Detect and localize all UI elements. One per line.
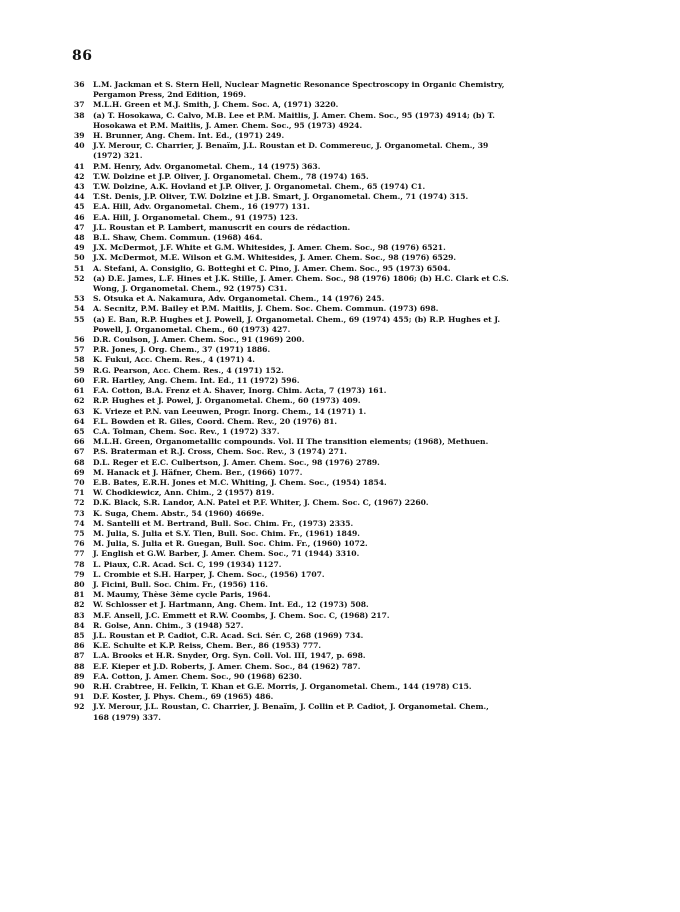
reference-item: [74, 580, 634, 590]
reference-number: 73: [74, 508, 85, 518]
reference-text: E.A. Hill, Adv. Organometal. Chem., 16 (1977) 131.: [93, 202, 310, 212]
reference-text: (a) T. Hosokawa, C. Calvo, M.B. Lee et P.M. Maitlis, J. Amer. Chem. Soc., 95 (1973) 4914; (b) T. Hosokawa et P.M. Maitlis, J. Amer. Chem. Soc., 95 (1973) 4924.: [93, 110, 495, 130]
reference-item: [74, 111, 634, 131]
reference-number: 55: [74, 314, 85, 324]
reference-number: 61: [74, 386, 85, 396]
reference-text: P.S. Braterman et R.J. Cross, Chem. Soc. Rev., 3 (1974) 271.: [93, 447, 347, 457]
reference-item: [74, 172, 634, 182]
reference-number: 59: [74, 365, 85, 375]
reference-text: J.L. Roustan et P. Cadiot, C.R. Acad. Sci. Sér. C, 268 (1969) 734.: [93, 630, 364, 640]
reference-text: L. Crombie et S.H. Harper, J. Chem. Soc., (1956) 1707.: [93, 569, 325, 579]
reference-number: 63: [74, 406, 85, 416]
reference-item: [74, 458, 634, 468]
reference-number: 71: [74, 488, 85, 498]
reference-item: [74, 590, 634, 600]
reference-text: M.F. Ansell, J.C. Emmett et R.W. Coombs, J. Chem. Soc. C, (1968) 217.: [93, 610, 390, 620]
reference-item: [74, 345, 634, 355]
reference-text: D.R. Coulson, J. Amer. Chem. Soc., 91 (1969) 200.: [93, 335, 305, 345]
reference-number: 41: [74, 161, 85, 171]
reference-number: 36: [74, 80, 85, 89]
reference-number: 82: [74, 600, 85, 610]
reference-number: 68: [74, 457, 85, 467]
reference-text: K. Suga, Chem. Abstr., 54 (1960) 4669e.: [93, 508, 265, 518]
reference-number: 85: [74, 630, 85, 640]
reference-text: D.L. Reger et E.C. Culbertson, J. Amer. Chem. Soc., 98 (1976) 2789.: [93, 457, 380, 467]
reference-number: 60: [74, 375, 85, 385]
reference-text: M. Santelli et M. Bertrand, Bull. Soc. Chim. Fr., (1973) 2335.: [93, 518, 354, 528]
reference-item: [74, 417, 634, 427]
reference-number: 37: [74, 100, 85, 110]
reference-text: P.M. Henry, Adv. Organometal. Chem., 14 (1975) 363.: [93, 161, 321, 171]
reference-text: T.St. Denis, J.P. Oliver, T.W. Dolzine et J.B. Smart, J. Organometal. Chem., 71 (1974) 315.: [93, 192, 469, 202]
reference-text: M.L.H. Green, Organometallic compounds. Vol. II The transition elements; (1968), Methuen.: [93, 437, 489, 447]
reference-number: 81: [74, 590, 85, 600]
reference-text: J.Y. Merour, J.L. Roustan, C. Charrier, J. Benaïm, J. Collin et P. Cadiot, J. Organometal. Chem., 168 (1979) 337.: [93, 702, 489, 722]
reference-number: 64: [74, 416, 85, 426]
reference-number: 91: [74, 692, 85, 702]
reference-item: [74, 682, 634, 692]
reference-item: [74, 560, 634, 570]
reference-number: 44: [74, 192, 85, 202]
reference-text: K. Vrieze et P.N. van Leeuwen, Progr. Inorg. Chem., 14 (1971) 1.: [93, 406, 367, 416]
reference-list: [74, 80, 634, 723]
reference-item: [74, 549, 634, 559]
reference-text: F.L. Bowden et R. Giles, Coord. Chem. Rev., 20 (1976) 81.: [93, 416, 338, 426]
reference-number: 74: [74, 518, 85, 528]
reference-number: 40: [74, 141, 85, 151]
reference-number: 39: [74, 131, 85, 141]
reference-item: [74, 213, 634, 223]
reference-number: 51: [74, 263, 85, 273]
reference-text: J.L. Roustan et P. Lambert, manuscrit en cours de rédaction.: [93, 222, 351, 232]
reference-item: [74, 253, 634, 263]
reference-item: [74, 539, 634, 549]
reference-item: [74, 335, 634, 345]
reference-item: [74, 488, 634, 498]
reference-text: J.X. McDermot, M.E. Wilson et G.M. Whitesides, J. Amer. Chem. Soc., 98 (1976) 6529.: [93, 253, 457, 263]
reference-number: 87: [74, 651, 85, 661]
reference-number: 57: [74, 345, 85, 355]
reference-item: [74, 611, 634, 621]
page-number: 86: [72, 48, 93, 64]
reference-text: H. Brunner, Ang. Chem. Int. Ed., (1971) 249.: [93, 131, 285, 141]
reference-text: F.A. Cotton, B.A. Frenz et A. Shaver, Inorg. Chim. Acta, 7 (1973) 161.: [93, 386, 387, 396]
reference-item: [74, 233, 634, 243]
reference-number: 50: [74, 253, 85, 263]
reference-item: [74, 407, 634, 417]
reference-item: [74, 519, 634, 529]
reference-number: 92: [74, 702, 85, 712]
reference-number: 52: [74, 273, 85, 283]
reference-text: R.H. Crabtree, H. Felkin, T. Khan et G.E. Morris, J. Organometal. Chem., 144 (1978) C15.: [93, 681, 472, 691]
reference-item: [74, 386, 634, 396]
reference-number: 65: [74, 426, 85, 436]
reference-item: [74, 355, 634, 365]
reference-number: 42: [74, 171, 85, 181]
reference-number: 88: [74, 661, 85, 671]
reference-item: [74, 243, 634, 253]
reference-number: 48: [74, 233, 85, 243]
reference-item: [74, 294, 634, 304]
reference-text: M.L.H. Green et M.J. Smith, J. Chem. Soc. A, (1971) 3220.: [93, 100, 339, 110]
reference-item: [74, 192, 634, 202]
reference-text: (a) E. Ban, R.P. Hughes et J. Powell, J. Organometal. Chem., 69 (1974) 455; (b) R.P. Hughes et J. Powell, J. Organometal. Chem., 60 (1973) 427.: [93, 314, 500, 334]
reference-item: [74, 621, 634, 631]
reference-number: 38: [74, 110, 85, 120]
reference-text: B.L. Shaw, Chem. Commun. (1968) 464.: [93, 233, 263, 243]
reference-item: [74, 366, 634, 376]
reference-item: [74, 141, 634, 161]
reference-number: 79: [74, 569, 85, 579]
reference-item: [74, 182, 634, 192]
reference-item: [74, 100, 634, 110]
reference-text: M. Julia, S. Julia et R. Guegan, Bull. Soc. Chim. Fr., (1960) 1072.: [93, 539, 368, 549]
reference-number: 75: [74, 528, 85, 538]
reference-number: 78: [74, 559, 85, 569]
reference-item: [74, 570, 634, 580]
reference-item: [74, 651, 634, 661]
reference-text: J.Y. Merour, C. Charrier, J. Benaïm, J.L. Roustan et D. Commereuc, J. Organometal. Chem., 39 (1972) 321.: [93, 141, 489, 161]
reference-item: [74, 427, 634, 437]
reference-item: [74, 396, 634, 406]
reference-item: [74, 223, 634, 233]
reference-text: F.R. Hartley, Ang. Chem. Int. Ed., 11 (1972) 596.: [93, 375, 300, 385]
reference-number: 76: [74, 539, 85, 549]
reference-text: K.E. Schulte et K.P. Reiss, Chem. Ber., 86 (1953) 777.: [93, 641, 322, 651]
reference-text: E.F. Kieper et J.D. Roberts, J. Amer. Chem. Soc., 84 (1962) 787.: [93, 661, 361, 671]
reference-item: [74, 162, 634, 172]
reference-item: [74, 304, 634, 314]
reference-text: D.F. Koster, J. Phys. Chem., 69 (1965) 486.: [93, 692, 274, 702]
reference-item: [74, 662, 634, 672]
reference-text: M. Hanack et J. Häfner, Chem. Ber., (1966) 1077.: [93, 467, 303, 477]
reference-text: R.P. Hughes et J. Powel, J. Organometal. Chem., 60 (1973) 409.: [93, 396, 361, 406]
reference-item: [74, 672, 634, 682]
reference-text: W. Chodkiewicz, Ann. Chim., 2 (1957) 819.: [93, 488, 275, 498]
reference-number: 47: [74, 222, 85, 232]
reference-number: 53: [74, 294, 85, 304]
reference-number: 54: [74, 304, 85, 314]
reference-text: P.R. Jones, J. Org. Chem., 37 (1971) 1886.: [93, 345, 271, 355]
reference-number: 56: [74, 335, 85, 345]
reference-number: 66: [74, 437, 85, 447]
reference-item: [74, 600, 634, 610]
reference-number: 89: [74, 671, 85, 681]
reference-text: J. Ficini, Bull. Soc. Chim. Fr., (1956) 116.: [93, 579, 268, 589]
reference-number: 45: [74, 202, 85, 212]
reference-text: F.A. Cotton, J. Amer. Chem. Soc., 90 (1968) 6230.: [93, 671, 302, 681]
reference-text: E.B. Bates, E.R.H. Jones et M.C. Whiting, J. Chem. Soc., (1954) 1854.: [93, 477, 387, 487]
reference-number: 43: [74, 182, 85, 192]
reference-number: 70: [74, 477, 85, 487]
reference-text: L.A. Brooks et H.R. Snyder, Org. Syn. Coll. Vol. III, 1947, p. 698.: [93, 651, 366, 661]
reference-number: 62: [74, 396, 85, 406]
reference-item: [74, 509, 634, 519]
reference-item: [74, 131, 634, 141]
reference-item: [74, 437, 634, 447]
reference-number: 72: [74, 498, 85, 508]
reference-item: [74, 315, 634, 335]
reference-text: L.M. Jackman et S. Stern Hell, Nuclear Magnetic Resonance Spectroscopy in Organic Chemistry, Pergamon Press, 2nd Edition, 1969.: [93, 80, 505, 100]
reference-text: T.W. Dolzine et J.P. Oliver, J. Organometal. Chem., 78 (1974) 165.: [93, 171, 369, 181]
reference-number: 49: [74, 243, 85, 253]
reference-item: [74, 478, 634, 488]
reference-item: [74, 80, 634, 100]
reference-text: L. Piaux, C.R. Acad. Sci. C, 199 (1934) 1127.: [93, 559, 282, 569]
reference-text: C.A. Tolman, Chem. Soc. Rev., 1 (1972) 337.: [93, 426, 280, 436]
reference-item: [74, 529, 634, 539]
reference-text: (a) D.E. James, L.F. Hines et J.K. Stille, J. Amer. Chem. Soc., 98 (1976) 1806; (b) H.C. Clark et C.S. Wong, J. Organometal. Chem., 92 (1975) C31.: [93, 273, 509, 294]
reference-text: J.X. McDermot, J.F. White et G.M. Whitesides, J. Amer. Chem. Soc., 98 (1976) 6521.: [93, 243, 446, 253]
reference-text: R. Golse, Ann. Chim., 3 (1948) 527.: [93, 620, 244, 630]
reference-number: 77: [74, 549, 85, 559]
reference-text: R.G. Pearson, Acc. Chem. Res., 4 (1971) 152.: [93, 365, 284, 375]
reference-text: J. English et G.W. Barber, J. Amer. Chem. Soc., 71 (1944) 3310.: [93, 549, 360, 559]
reference-text: K. Fukui, Acc. Chem. Res., 4 (1971) 4.: [93, 355, 255, 365]
reference-text: A. Stefani, A. Consiglio, G. Botteghi et C. Pino, J. Amer. Chem. Soc., 95 (1973) 6504.: [93, 263, 451, 273]
reference-text: W. Schlosser et J. Hartmann, Ang. Chem. Int. Ed., 12 (1973) 508.: [93, 600, 369, 610]
reference-item: [74, 631, 634, 641]
reference-text: T.W. Dolzine, A.K. Hovland et J.P. Oliver, J. Organometal. Chem., 65 (1974) C1.: [93, 182, 426, 192]
reference-item: [74, 376, 634, 386]
reference-number: 83: [74, 610, 85, 620]
reference-item: [74, 702, 634, 722]
reference-number: 84: [74, 620, 85, 630]
reference-item: [74, 641, 634, 651]
reference-number: 67: [74, 447, 85, 457]
reference-number: 90: [74, 681, 85, 691]
reference-number: 80: [74, 579, 85, 589]
reference-item: [74, 202, 634, 212]
reference-text: S. Otsuka et A. Nakamura, Adv. Organometal. Chem., 14 (1976) 245.: [93, 294, 385, 304]
reference-item: [74, 498, 634, 508]
reference-item: [74, 447, 634, 457]
reference-item: [74, 692, 634, 702]
reference-item: [74, 468, 634, 478]
reference-number: 86: [74, 641, 85, 651]
reference-text: M. Maumy, Thèse 3ème cycle Paris, 1964.: [93, 590, 271, 600]
reference-text: M. Julia, S. Julia et S.Y. Tlen, Bull. Soc. Chim. Fr., (1961) 1849.: [93, 528, 360, 538]
reference-text: D.K. Black, S.R. Landor, A.N. Patel et P.F. Whiter, J. Chem. Soc. C, (1967) 2260.: [93, 498, 429, 508]
reference-item: [74, 274, 634, 294]
reference-number: 46: [74, 212, 85, 222]
reference-text: E.A. Hill, J. Organometal. Chem., 91 (1975) 123.: [93, 212, 298, 222]
reference-text: A. Secnitz, P.M. Bailey et P.M. Maitlis, J. Chem. Soc. Chem. Commun. (1973) 698.: [93, 304, 439, 314]
reference-item: [74, 264, 634, 274]
reference-number: 58: [74, 355, 85, 365]
reference-number: 69: [74, 467, 85, 477]
